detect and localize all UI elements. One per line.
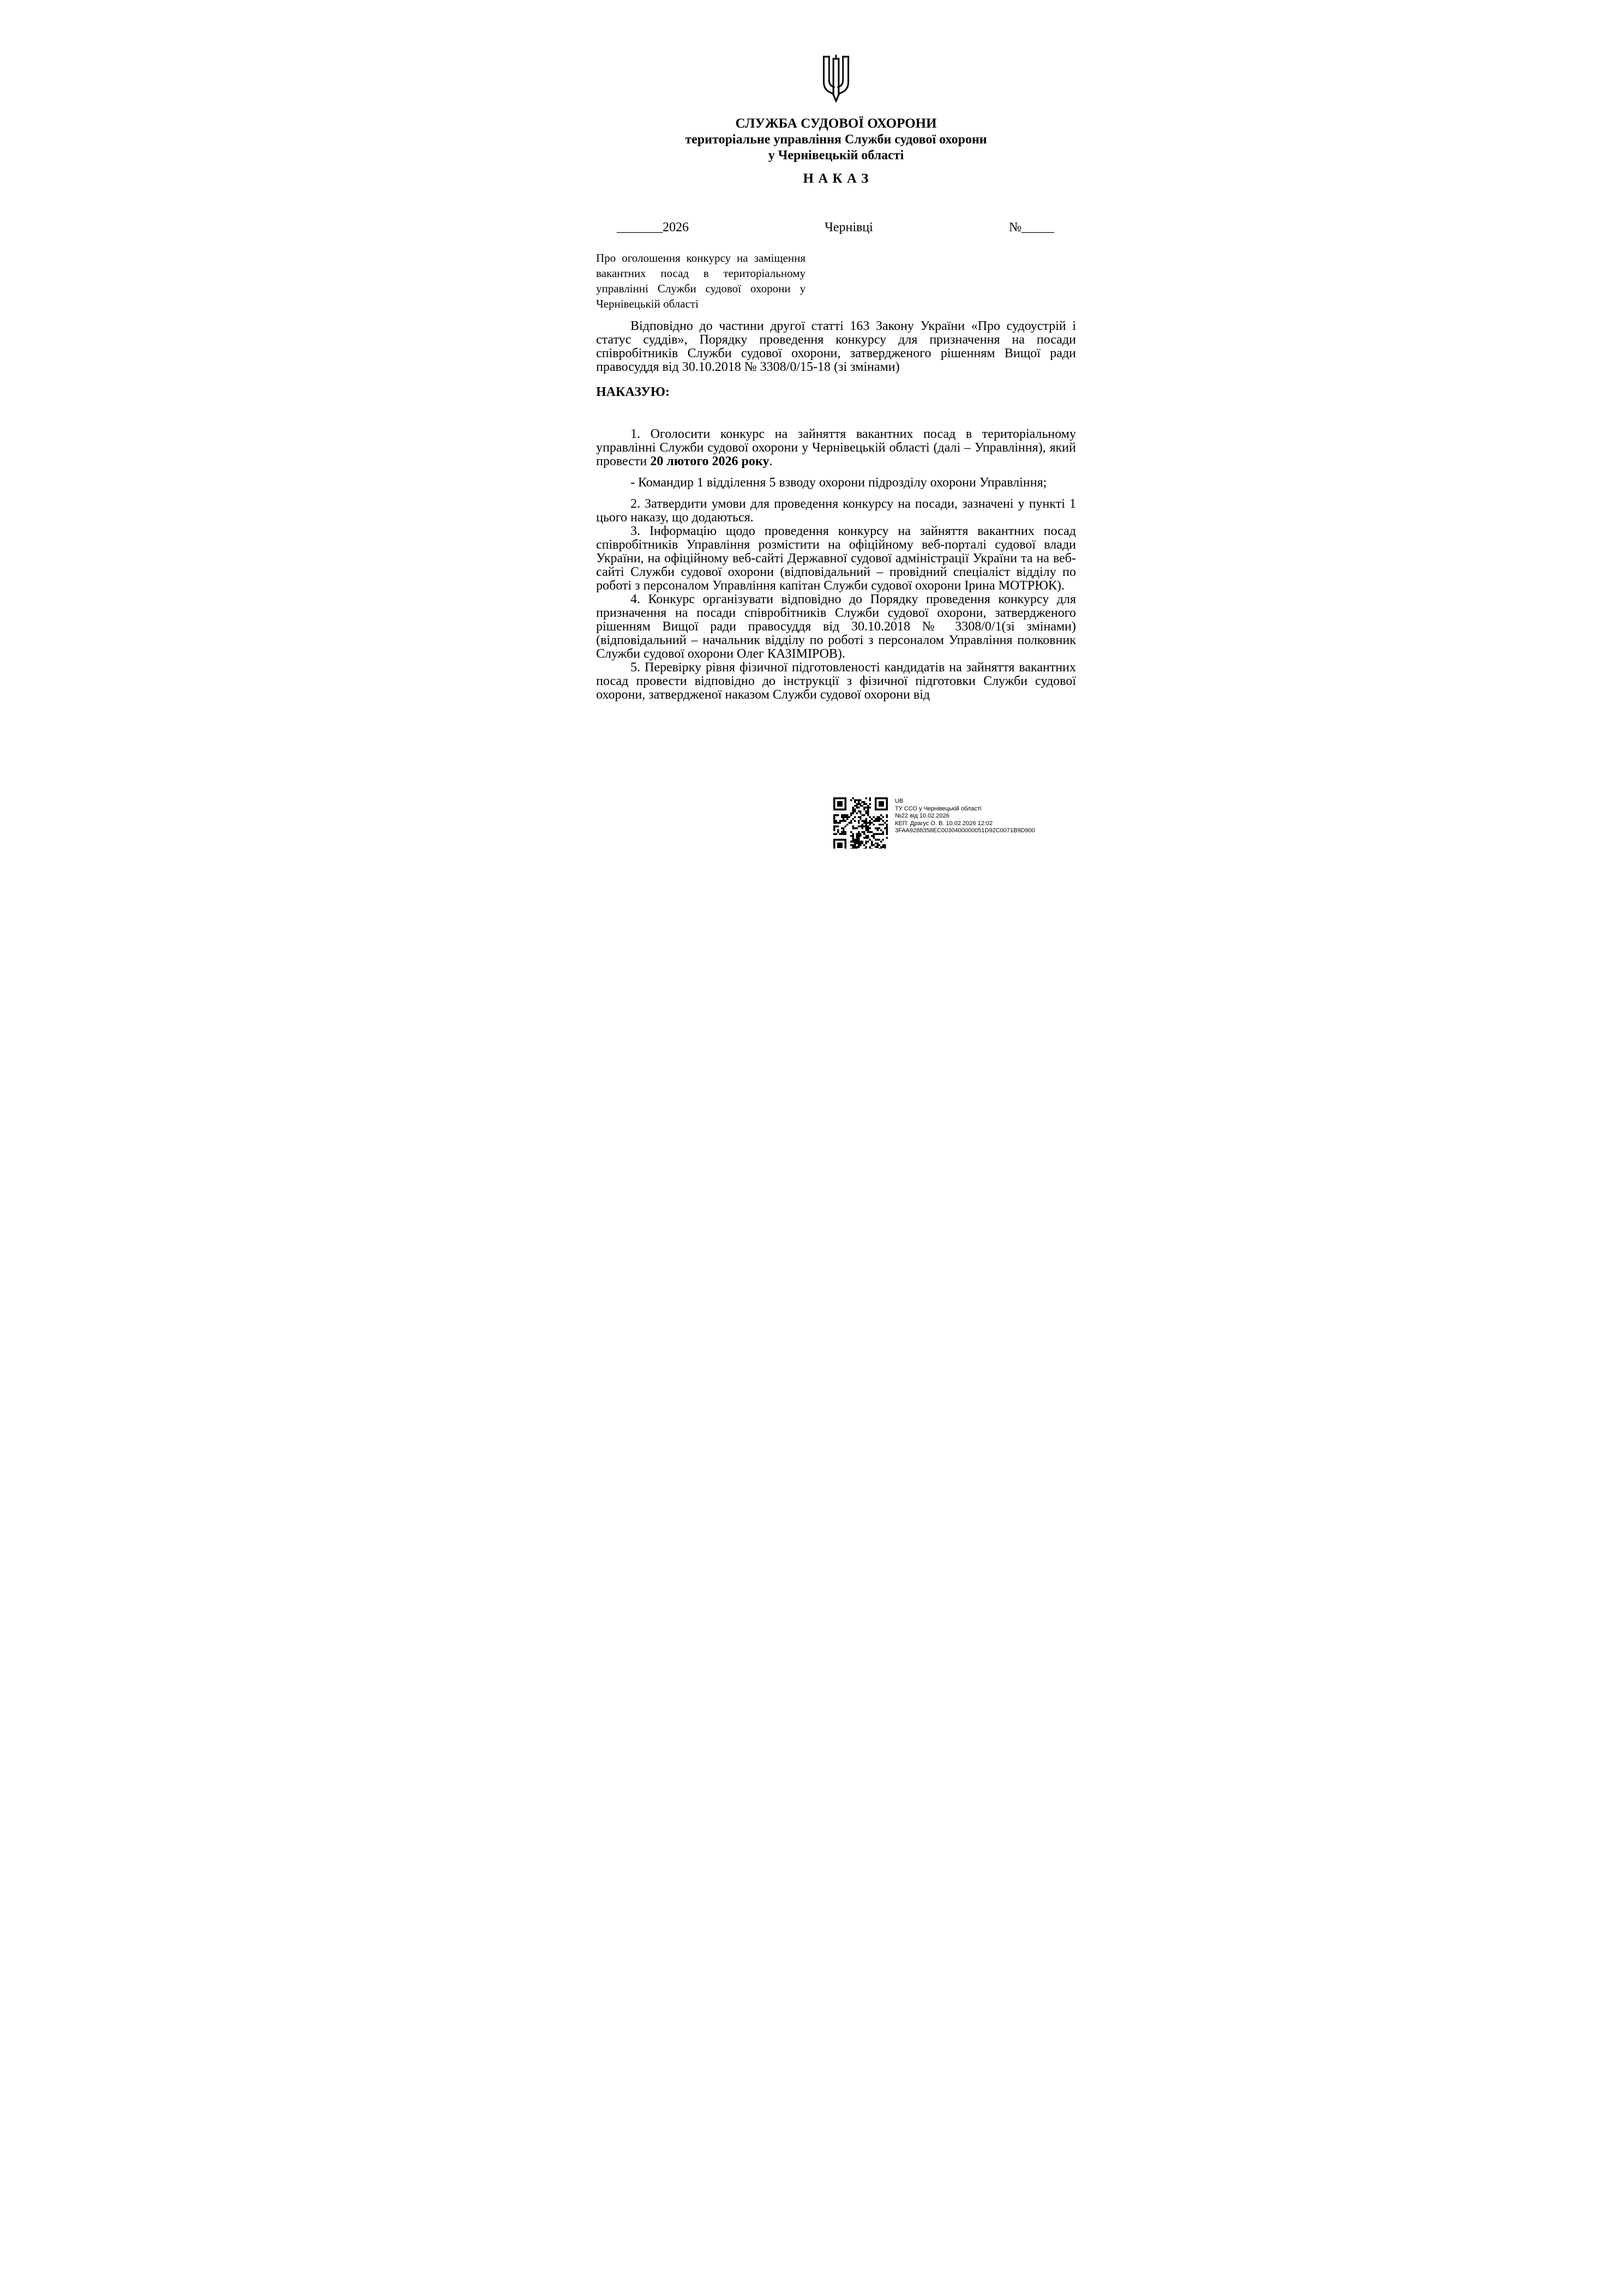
order-item-1-sub: - Командир 1 відділення 5 взводу охорони підрозділу охорони Управління; <box>630 476 1047 490</box>
order-word: НАКАЗУЮ: <box>596 385 670 399</box>
stamp-tag: UB <box>895 798 904 804</box>
qes-stamp <box>833 797 1035 849</box>
stamp-number-date: №22 від 10.02.2026 <box>895 813 949 819</box>
order-item-5: 5. Перевірку рівня фізичної підготовленості кандидатів на зайняття вакантних посад провести відповідно до інструкції з фізичної підготовки Служби судової охорони, затвердженої наказом Служби судової охорони від <box>596 660 1076 702</box>
city-name: Чернівці <box>825 220 873 235</box>
stamp-signer: КЕП: Драгус О. В. 10.02.2026 12:02 <box>895 820 993 827</box>
org-line3: у Чернівецькій області <box>768 148 904 163</box>
order-item-1 <box>596 428 1076 468</box>
doc-type-title: Н А К А З <box>803 171 869 186</box>
stamp-org: ТУ ССО у Чернівецькій області <box>895 805 982 812</box>
document-content <box>512 0 1111 702</box>
document-page <box>512 0 1111 849</box>
item1-text: 1. Оголосити конкурс на зайняття вакантних посад в територіальному управлінні Служби судової охорони у Чернівецькій області (далі – Управління), який провести <box>596 427 1076 468</box>
qr-code <box>833 797 888 849</box>
order-item-2: 2. Затвердити умови для проведення конкурсу на посади, зазначені у пункті 1 цього наказу, що додаються. <box>596 497 1076 525</box>
order-body <box>596 320 1076 702</box>
item1-date-bold: 20 лютого 2026 року <box>650 454 770 468</box>
number-blank: №_____ <box>1009 220 1054 235</box>
org-line2: територіальне управління Служби судової охорони <box>685 133 987 147</box>
org-name: СЛУЖБА СУДОВОЇ ОХОРОНИ <box>735 116 937 131</box>
stamp-hash: 3FAA9288358EC0030400000051D92C0071B9D900 <box>895 827 1035 834</box>
subject-block: Про оголошення конкурсу на заміщення вакантних посад в територіальному управлінні Служби судової охорони у Чернівецькій області <box>596 251 806 310</box>
item1-period: . <box>769 454 773 468</box>
org-header <box>596 116 1076 164</box>
preamble-paragraph: Відповідно до частини другої статті 163 Закону України «Про судоустрій і статус суддів», Порядку проведення конкурсу для призначення на посади співробітників Служби судової охорони, затвердженого рішенням Вищої ради правосуддя від 30.10.2018 № 3308/0/15-18 (зі змінами) <box>596 319 1076 374</box>
emblem-wrap <box>596 55 1076 103</box>
date-number-line <box>596 220 1076 235</box>
date-blank: _______2026 <box>617 220 689 235</box>
stamp-text-block <box>895 797 1035 849</box>
tryzub-emblem-icon <box>820 55 852 103</box>
order-item-3: 3. Інформацію щодо проведення конкурсу на зайняття вакантних посад співробітників Управління розмістити на офіційному веб-порталі судової влади України, на офіційному веб-сайті Державної судової адміністрації України та на веб-сайті Служби судової охорони (відповідальний – провідний спеціаліст відділу по роботі з персоналом Управління капітан Служби судової охорони Ірина МОТРЮК). <box>596 524 1076 593</box>
order-item-4: 4. Конкурс організувати відповідно до Порядку проведення конкурсу для призначення на посади співробітників Служби судової охорони, затвердженого рішенням Вищої ради правосуддя від 30.10.2018 № 3308/0/1(зі змінами) (відповідальний – начальник відділу по роботі з персоналом Управління полковник Служби судової охорони Олег КАЗІМІРОВ). <box>596 592 1076 661</box>
